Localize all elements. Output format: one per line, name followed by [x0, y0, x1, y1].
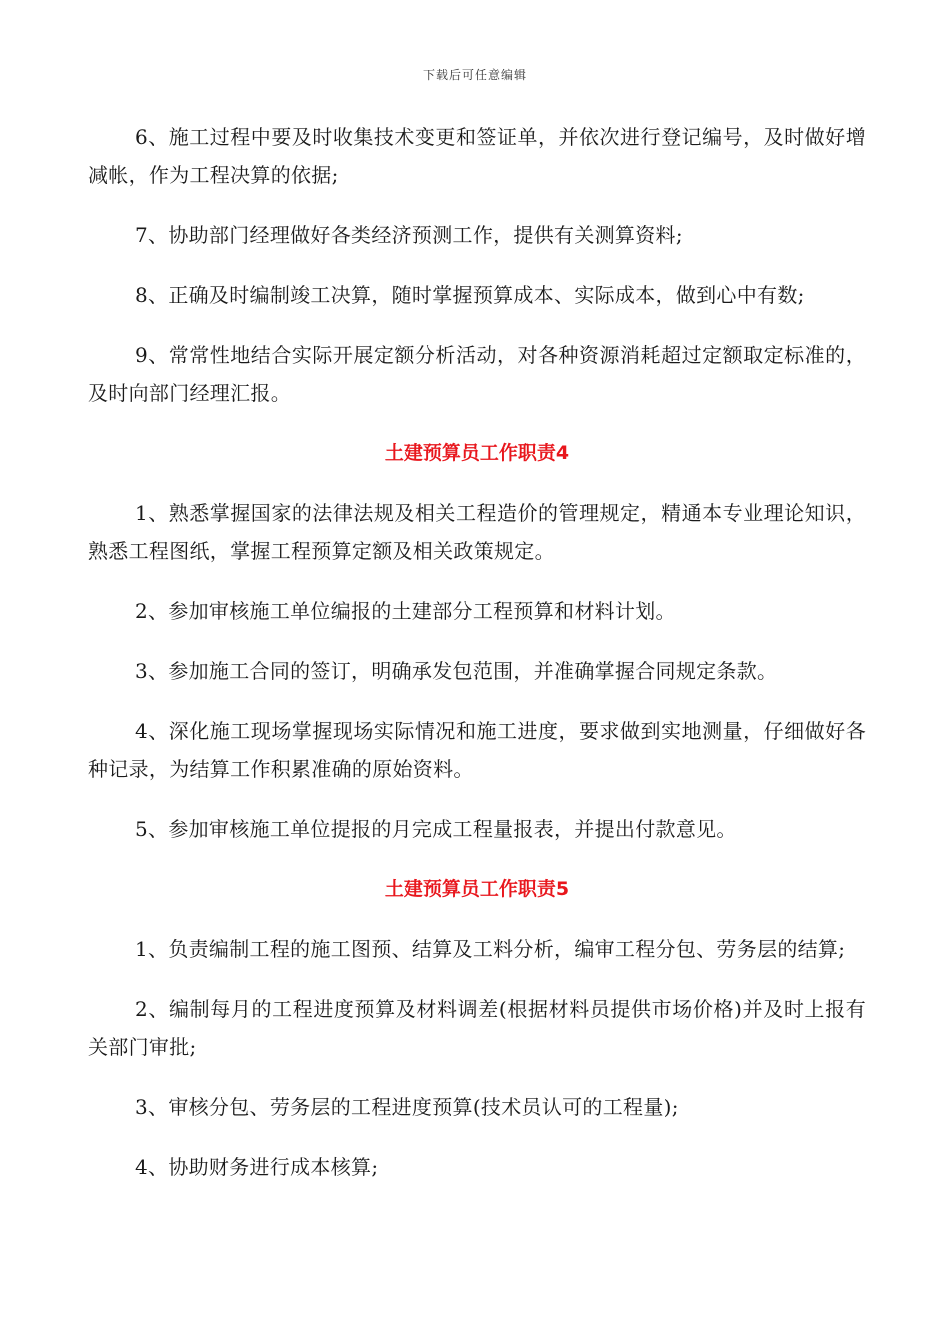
paragraph-item: 3、参加施工合同的签订，明确承发包范围，并准确掌握合同规定条款。 [135, 659, 778, 683]
paragraph-item: 3、审核分包、劳务层的工程进度预算(技术员认可的工程量); [135, 1095, 679, 1119]
paragraph-item: 7、协助部门经理做好各类经济预测工作，提供有关测算资料; [135, 223, 683, 247]
paragraph-item: 4、协助财务进行成本核算; [135, 1155, 379, 1179]
paragraph-item: 9、常常性地结合实际开展定额分析活动，对各种资源消耗超过定额取定标准的，及时向部门经理汇报。 [88, 343, 866, 405]
document-body [88, 118, 866, 1208]
paragraph-item: 6、施工过程中要及时收集技术变更和签证单，并依次进行登记编号，及时做好增减帐，作为工程决算的依据; [88, 125, 866, 187]
paragraph-item: 1、熟悉掌握国家的法律法规及相关工程造价的管理规定，精通本专业理论知识，熟悉工程图纸，掌握工程预算定额及相关政策规定。 [88, 501, 866, 563]
paragraph-item: 4、深化施工现场掌握现场实际情况和施工进度，要求做到实地测量，仔细做好各种记录，为结算工作积累准确的原始资料。 [88, 719, 866, 781]
paragraph-item: 1、负责编制工程的施工图预、结算及工料分析，编审工程分包、劳务层的结算; [135, 937, 846, 961]
paragraph-item: 8、正确及时编制竣工决算，随时掌握预算成本、实际成本，做到心中有数; [135, 283, 805, 307]
page-header: 下载后可任意编辑 [422, 68, 527, 82]
paragraph-item: 2、参加审核施工单位编报的土建部分工程预算和材料计划。 [135, 599, 676, 623]
paragraph-item: 2、编制每月的工程进度预算及材料调差(根据材料员提供市场价格)并及时上报有关部门审批; [88, 997, 866, 1059]
section-heading: 土建预算员工作职责4 [384, 442, 570, 464]
paragraph-item: 5、参加审核施工单位提报的月完成工程量报表，并提出付款意见。 [135, 817, 737, 841]
section-heading: 土建预算员工作职责5 [384, 878, 570, 900]
